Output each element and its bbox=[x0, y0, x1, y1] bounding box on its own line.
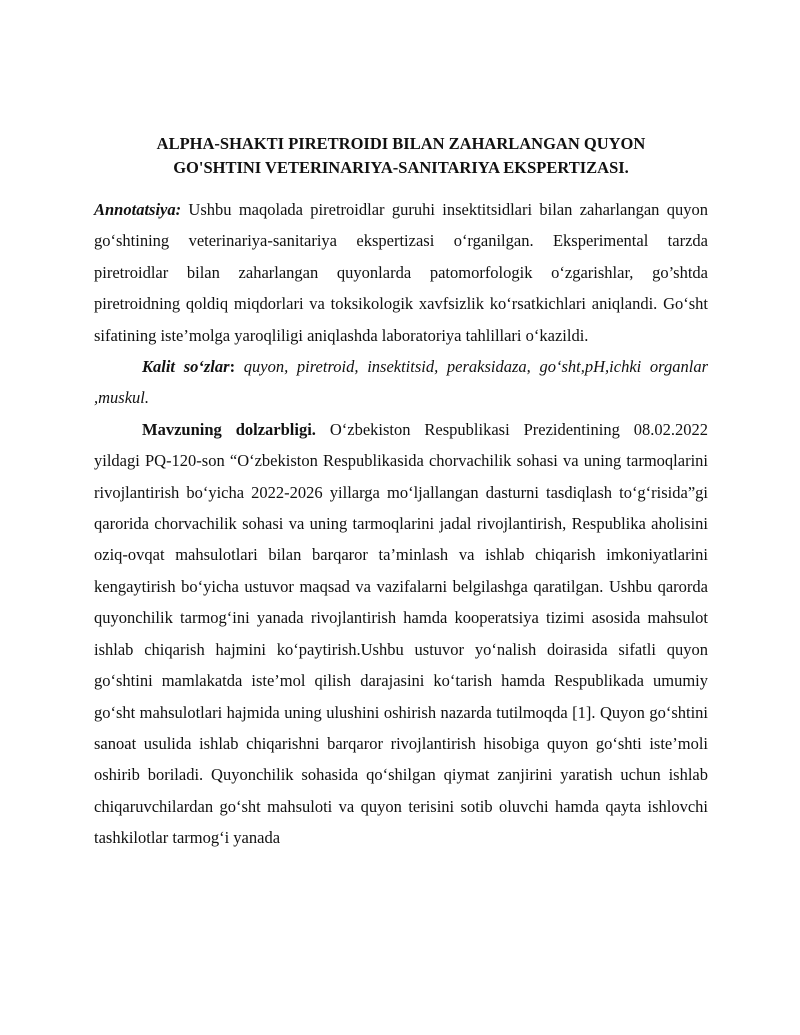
keywords-colon: : bbox=[229, 357, 236, 377]
keywords-label: Kalit so‘zlar bbox=[142, 357, 230, 377]
document-page bbox=[94, 132, 708, 854]
keywords-text: quyon, piretroid, insektitsid, peraksidaza, go‘sht,pH,ichki organlar ,muskul. bbox=[94, 357, 708, 408]
article-title-line-1: ALPHA-SHAKTI PIRETROIDI BILAN ZAHARLANGAN QUYON bbox=[156, 134, 646, 153]
article-title bbox=[94, 132, 708, 180]
article-title-line-2: GO'SHTINI VETERINARIYA-SANITARIYA EKSPERTIZASI. bbox=[173, 158, 629, 177]
relevance-text: O‘zbekiston Respublikasi Prezidentining 08.02.2022 yildagi PQ-120-son “O‘zbekiston Respublikasida chorvachilik sohasi va uning tarmoqlarini rivojlantirish bo‘yicha 2022-2026 yillarga mo‘ljallangan dasturni tasdiqlash to‘g‘risida”gi qarorida chorvachilik sohasi va uning tarmoqlarini jadal rivojlantirish, Respublika aholisini oziq-ovqat mahsulotlari bilan barqaror ta’minlash va ishlab chiqarish imkoniyatlarini kengaytirish bo‘yicha ustuvor maqsad va vazifalarni belgilashga qaratilgan. Ushbu qarorda quyonchilik tarmog‘ini yanada rivojlantirish hamda kooperatsiya tizimi asosida mahsulot ishlab chiqarish hajmini ko‘paytirish.Ushbu ustuvor yo‘nalish doirasida sifatli quyon go‘shtini mamlakatda iste’mol qilish darajasini ko‘tarish hamda Respublikada umumiy go‘sht mahsulotlari hajmida uning ulushini oshirish nazarda tutilmoqda [1]. Quyon go‘shtini sanoat usulida ishlab chiqarishni barqaror rivojlantirish hisobiga quyon go‘shti iste’moli oshirib boriladi. Quyonchilik sohasida qo‘shilgan qiymat zanjirini yaratish uchun ishlab chiqaruvchilardan go‘sht mahsuloti va quyon terisini sotib oluvchi hamda qayta ishlovchi tashkilotlar tarmog‘i yanada bbox=[94, 419, 708, 848]
relevance-paragraph bbox=[94, 414, 708, 854]
abstract-text: Ushbu maqolada piretroidlar guruhi insektitsidlari bilan zaharlangan quyon go‘shtining veterinariya-sanitariya ekspertizasi o‘rganilgan. Eksperimental tarzda piretroidlar bilan zaharlangan quyonlarda patomorfologik o‘zgarishlar, go’shtda piretroidning qoldiq miqdorlari va toksikologik xavfsizlik ko‘rsatkichlari aniqlandi. Go‘sht sifatining iste’molga yaroqliligi aniqlashda laboratoriya tahlillari o‘kazildi. bbox=[94, 200, 708, 345]
abstract-label: Annotatsiya: bbox=[94, 200, 182, 219]
relevance-label: Mavzuning dolzarbligi. bbox=[142, 419, 316, 439]
keywords-paragraph bbox=[94, 351, 708, 414]
abstract-paragraph bbox=[94, 194, 708, 351]
